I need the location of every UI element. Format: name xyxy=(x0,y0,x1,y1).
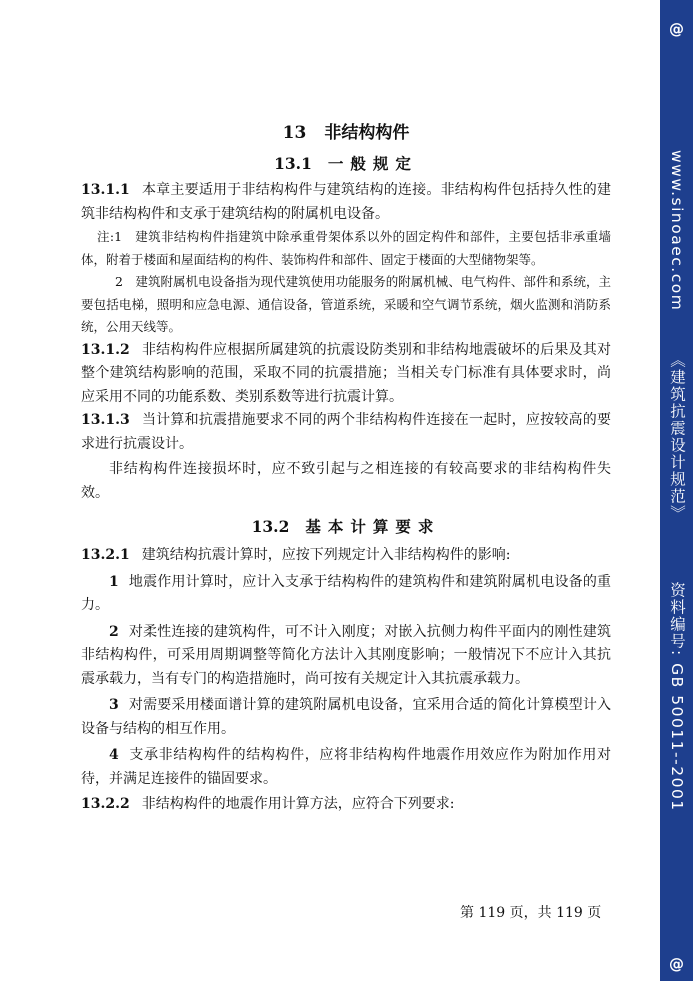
page-content xyxy=(81,117,611,817)
item-number: 3 xyxy=(109,697,119,713)
item-text: 对需要采用楼面谱计算的建筑附属机电设备，宜采用合适的简化计算模型计入设备与结构的相互作用。 xyxy=(81,697,611,737)
chapter-number: 13 xyxy=(282,123,307,143)
note-2: 2 建筑附属机电设备指为现代建筑使用功能服务的附属机械、电气构件、部件和系统，主要包括电梯，照明和应急电源、通信设备，管道系统，采暖和空气调节系统，烟火监测和消防系统，公用天线等。 xyxy=(81,274,611,334)
list-item xyxy=(81,744,611,791)
clause-number: 13.1.2 xyxy=(81,341,130,358)
section-number: 13.1 xyxy=(274,154,312,173)
clause-13-2-1 xyxy=(81,544,611,568)
clause-text: 当计算和抗震措施要求不同的两个非结构构件连接在一起时，应按较高的要求进行抗震设计。 xyxy=(81,412,611,452)
clause-text: 非结构构件应根据所属建筑的抗震设防类别和非结构地震破坏的后果及其对整个建筑结构影响的范围，采取不同的抗震措施；当相关专门标准有具体要求时，尚应采用不同的功能系数、类别系数等进行抗震计算。 xyxy=(81,341,611,405)
item-number: 2 xyxy=(109,623,119,640)
item-text: 支承非结构构件的结构构件，应将非结构构件地震作用效应作为附加作用对待，并满足连接件的锚固要求。 xyxy=(81,747,611,787)
chapter-title: 非结构构件 xyxy=(324,123,410,143)
note-1: 注:1 建筑非结构构件指建筑中除承重骨架体系以外的固定构件和部件，主要包括非承重墙体，附着于楼面和屋面结构的构件、装饰构件和部件、固定于楼面的大型储物架等。 xyxy=(81,229,611,267)
section-heading-13-2 xyxy=(81,512,611,542)
section-title: 一般规定 xyxy=(327,154,418,173)
clause-text: 本章主要适用于非结构构件与建筑结构的连接。非结构构件包括持久性的建筑非结构构件和支承于建筑结构的附属机电设备。 xyxy=(81,182,611,222)
section-number: 13.2 xyxy=(251,517,290,536)
page-footer: 第 119 页，共 119 页 xyxy=(460,905,602,921)
clause-13-1-1 xyxy=(81,179,611,226)
clause-number: 13.2.2 xyxy=(81,796,130,812)
at-icon: @ xyxy=(669,955,684,973)
clause-13-2-2 xyxy=(81,793,611,817)
clause-13-1-3 xyxy=(81,409,611,456)
clause-text: 非结构构件的地震作用计算方法，应符合下列要求: xyxy=(141,796,455,812)
sidebar-banner xyxy=(660,0,693,981)
list-item xyxy=(81,571,611,618)
clause-13-1-2 xyxy=(81,339,611,410)
clause-number: 13.1.3 xyxy=(81,412,130,428)
list-item xyxy=(81,694,611,741)
clause-number: 13.2.1 xyxy=(81,547,130,563)
item-text: 地震作用计算时，应计入支承于结构构件的建筑构件和建筑附属机电设备的重力。 xyxy=(81,573,611,613)
at-icon: @ xyxy=(669,20,684,38)
chapter-heading xyxy=(81,117,611,149)
section-heading-13-1 xyxy=(81,149,611,179)
site-url: www.sinoaec.com xyxy=(668,150,686,312)
book-title: 《建筑抗震设计规范》 xyxy=(668,352,686,522)
item-number: 1 xyxy=(109,573,119,590)
section-title: 基本计算要求 xyxy=(305,517,441,536)
item-text: 对柔性连接的建筑构件，可不计入刚度；对嵌入抗侧力构件平面内的刚性建筑非结构构件，可采用周期调整等简化方法计入其刚度影响；一般情况下不应计入其抗震承载力，当有专门的构造措施时，尚可按有关规定计入其抗震承载力。 xyxy=(81,623,611,687)
clause-text: 建筑结构抗震计算时，应按下列规定计入非结构构件的影响: xyxy=(141,547,511,563)
clause-number: 13.1.1 xyxy=(81,182,130,198)
list-item xyxy=(81,621,611,692)
document-code: 资料编号: GB 50011--2001 xyxy=(668,582,686,812)
clause-13-1-3-paragraph: 非结构构件连接损坏时，应不致引起与之相连接的有较高要求的非结构构件失效。 xyxy=(81,461,611,501)
item-number: 4 xyxy=(109,747,119,763)
